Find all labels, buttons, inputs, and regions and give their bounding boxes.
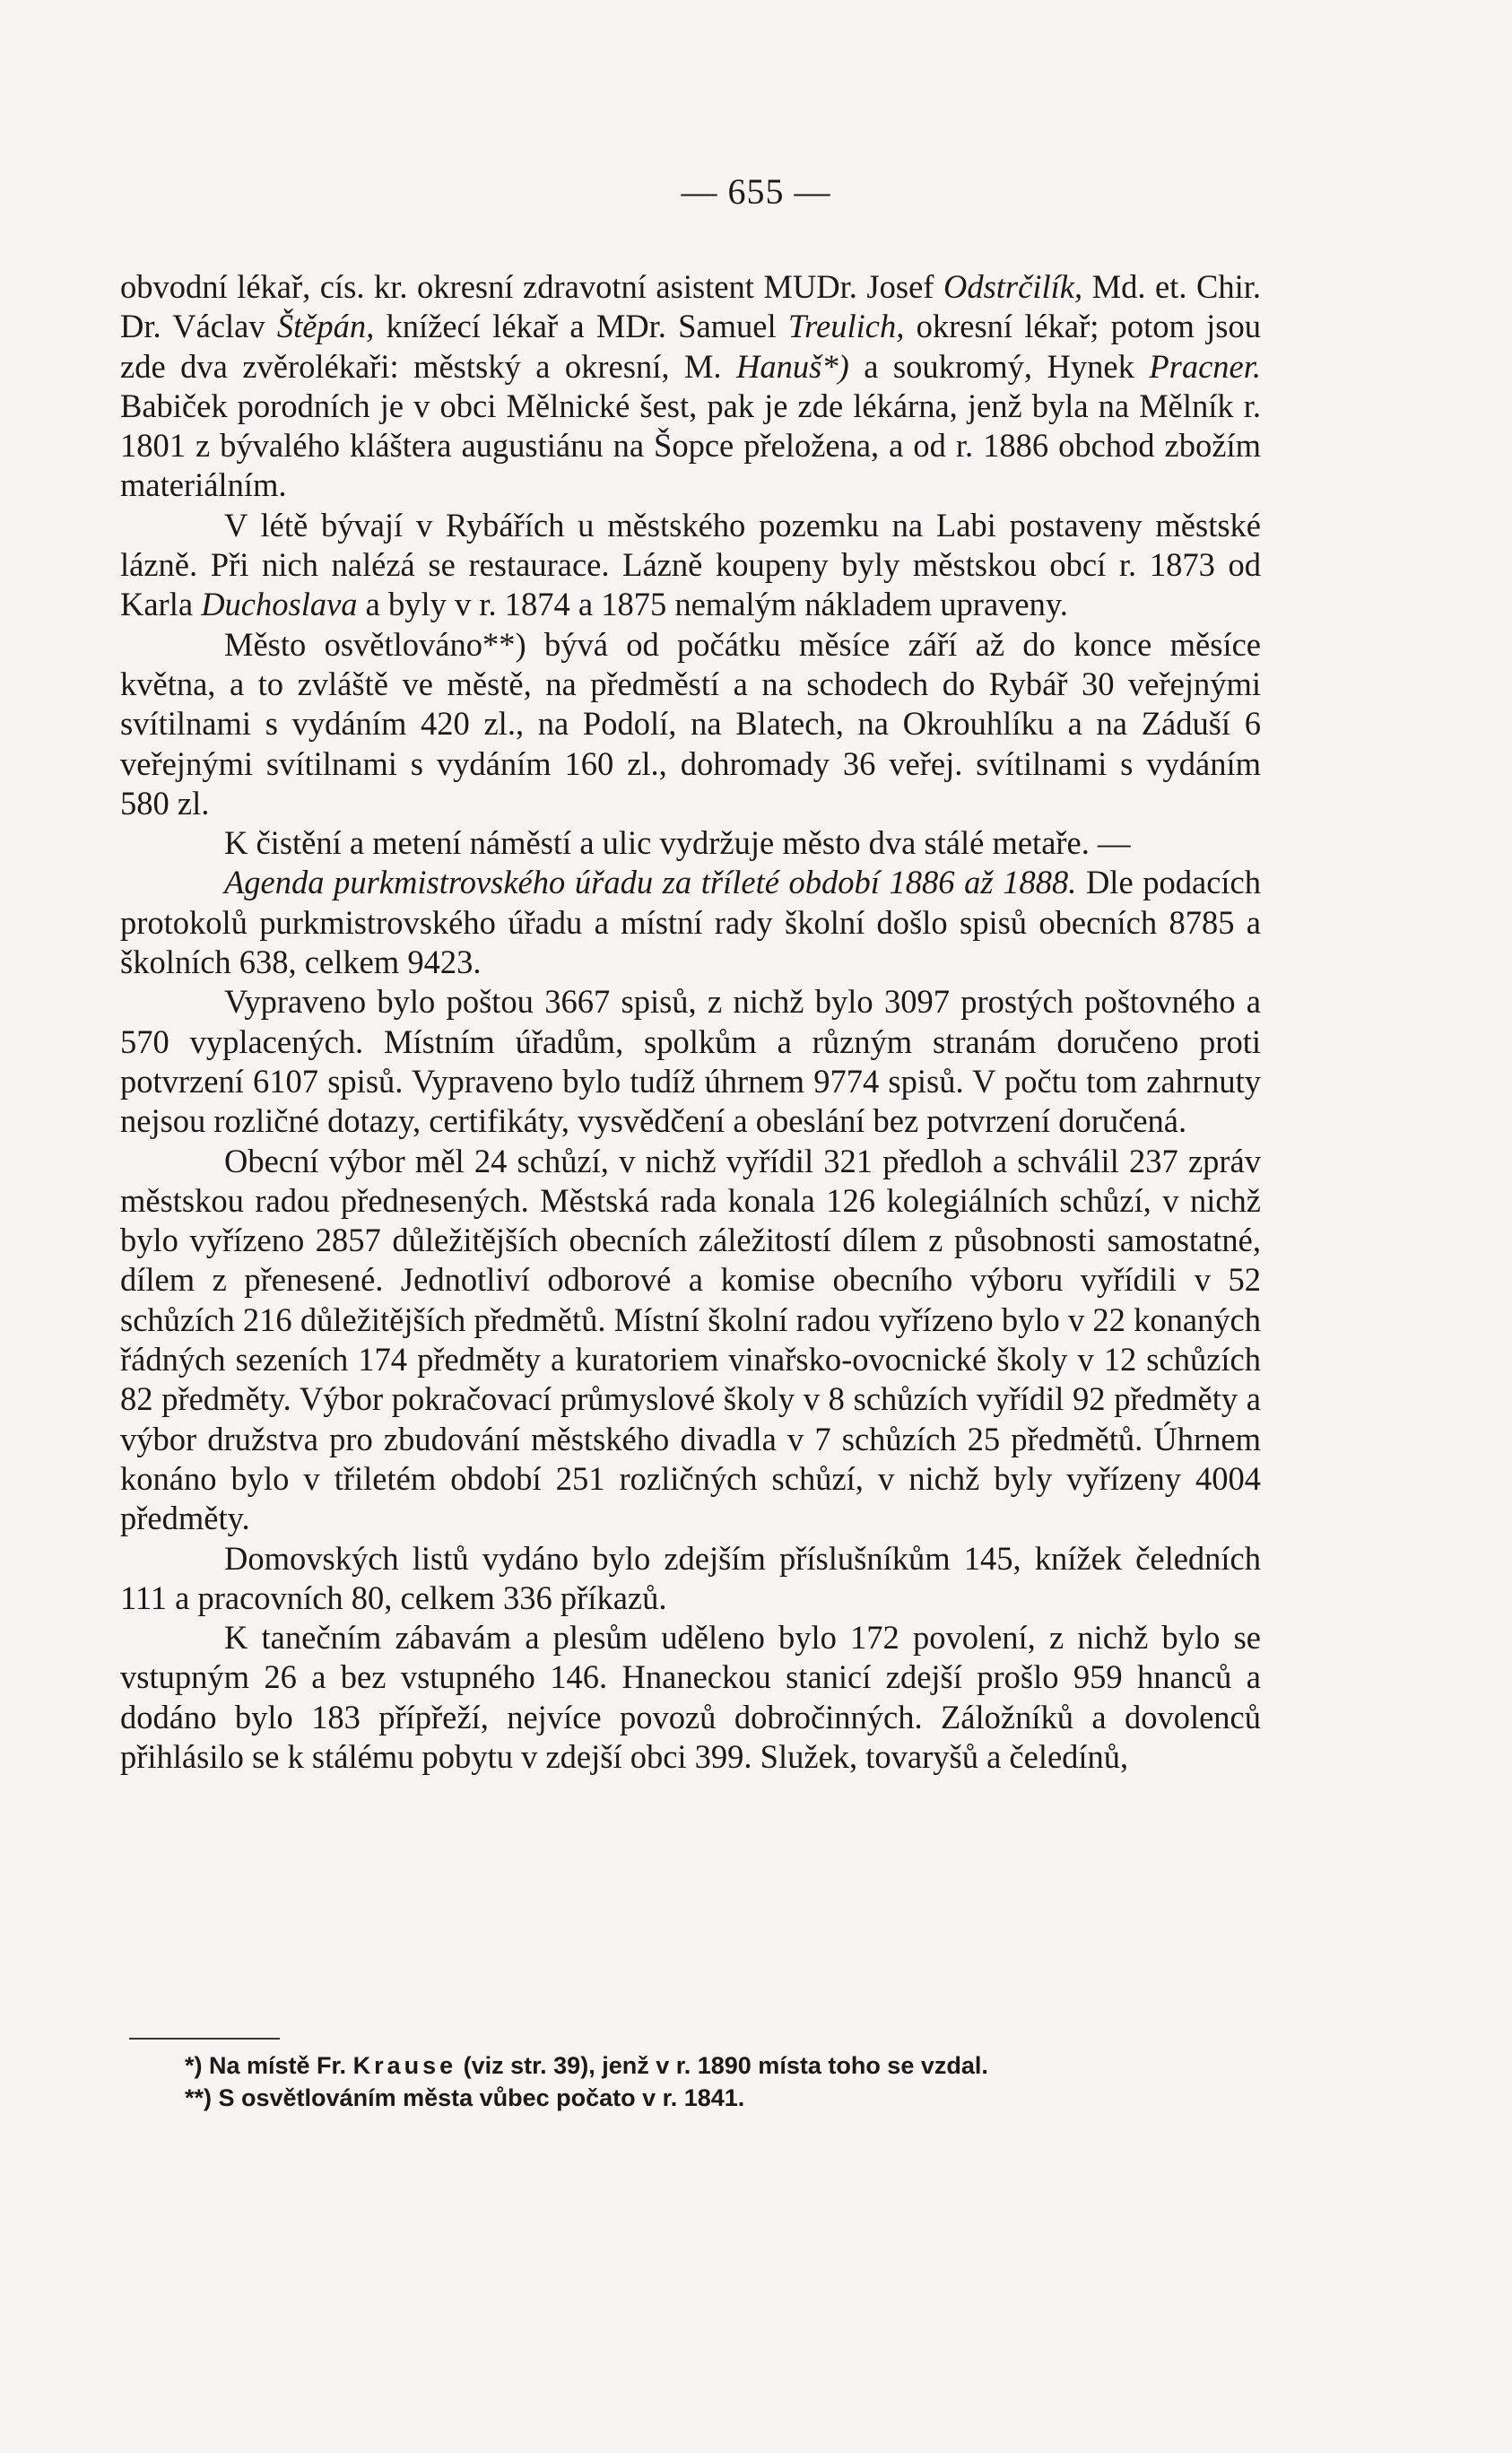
footnotes xyxy=(129,2049,1261,2114)
agenda-title: Agenda purkmistrovského úřadu za tříleté období 1886 až 1888. xyxy=(224,864,1077,901)
paragraph-meetings: Obecní výbor měl 24 schůzí, v nichž vyřídil 321 předloh a schválil 237 zpráv městskou radou přednesených. Městská rada konala 126 kolegiálních schůzí, v nichž bylo vyřízeno 2857 důležitějších obecních záležitostí dílem z působnosti samostatné, dílem z přenesené. Jednotliví odborové a komise obecního výboru vyřídili v 52 schůzích 216 důležitějších předmětů. Místní školní radou vyřízeno bylo v 22 konaných řádných sezeních 174 předměty a kuratoriem vinařsko-ovocnické školy v 12 schůzích 82 předměty. Výbor pokračovací průmyslové školy v 8 schůzích vyřídil 92 předměty a výbor družstva pro zbudování městského divadla v 7 schůzích 25 předmětů. Úhrnem konáno bylo v třiletém období 251 rozličných schůzí, v nichž byly vyřízeny 4004 předměty. xyxy=(120,1142,1261,1537)
paragraph-dances: K tanečním zábavám a plesům uděleno bylo 172 povolení, z nichž bylo se vstupným 26 a bez vstupného 146. Hnaneckou stanicí zdejší prošlo 959 hnanců a dodáno bylo 183 přípřeží, nejvíce povozů dobročinných. Záložníků a dovolenců přihlásilo se k stálému pobytu v zdejší obci 399. Služek, tovaryšů a čeledínů, xyxy=(120,1619,1261,1775)
paragraph-cleaning: K čistění a metení náměstí a ulic vydržuje město dva stálé metaře. — xyxy=(224,824,1131,862)
paragraph-domicile: Domovských listů vydáno bylo zdejším příslušníkům 145, knížek čeledních 111 a pracovních 80, celkem 336 příkazů. xyxy=(120,1539,1261,1616)
paragraph-lighting: Město osvětlováno**) bývá od počátku měsíce září až do konce měsíce května, a to zvláště ve městě, na předměstí a na schodech do Rybář 30 veřejnými svítilnami s vydáním 420 zl., na Podolí, na Blatech, na Okrouhlíku a na Záduší 6 veřejnými svítilnami s vydáním 160 zl., dohromady 36 veřej. svítilnami s vydáním 580 zl. xyxy=(120,625,1261,822)
paragraph-mail: Vypraveno bylo poštou 3667 spisů, z nichž bylo 3097 prostých poštovného a 570 vyplacených. Místním úřadům, spolkům a různým stranám doručeno proti potvrzení 6107 spisů. Vypraveno bylo tudíž úhrnem 9774 spisů. V počtu tom zahrnuty nejsou rozličné dotazy, certifikáty, vysvědčení a obeslání bez potvrzení doručená. xyxy=(120,983,1261,1140)
footnote-1: *) Na místě Fr. Krause (viz str. 39), jenž v r. 1890 místa toho se vzdal. xyxy=(185,2052,988,2079)
paragraph-physicians: obvodní lékař, cís. kr. okresní zdravotní asistent MUDr. Josef Odstrčilík, Md. et. Chir. Dr. Václav Štěpán, knížecí lékař a MDr. Samuel Treulich, okresní lékař; potom jsou zde dva zvěrolékaři: městský a okresní, M. Hanuš*) a soukromý, Hynek Pracner. Babiček porodních je v obci Mělnické šest, pak je zde lékárna, jenž byla na Mělník r. 1801 z bývalého kláštera augustiánu na Šopce přeložena, a od r. 1886 obchod zbožím materiálním. xyxy=(120,268,1262,504)
footnote-divider xyxy=(129,2038,280,2040)
page-number: — 655 — xyxy=(681,171,831,212)
paragraph-baths: V létě bývají v Rybářích u městského pozemku na Labi postaveny městské lázně. Při nich nalézá se restaurace. Lázně koupeny byly městskou obcí r. 1873 od Karla Duchoslava a byly v r. 1874 a 1875 nemalým nákladem upraveny. xyxy=(120,506,1261,623)
main-text xyxy=(120,267,1261,1777)
paragraph-agenda: Agenda purkmistrovského úřadu za tříleté období 1886 až 1888. Dle podacích protokolů purkmistrovského úřadu a místní rady školní došlo spisů obecních 8785 a školních 638, celkem 9423. xyxy=(120,864,1261,981)
footnote-2: **) S osvětlováním města vůbec počato v r. 1841. xyxy=(185,2084,745,2111)
